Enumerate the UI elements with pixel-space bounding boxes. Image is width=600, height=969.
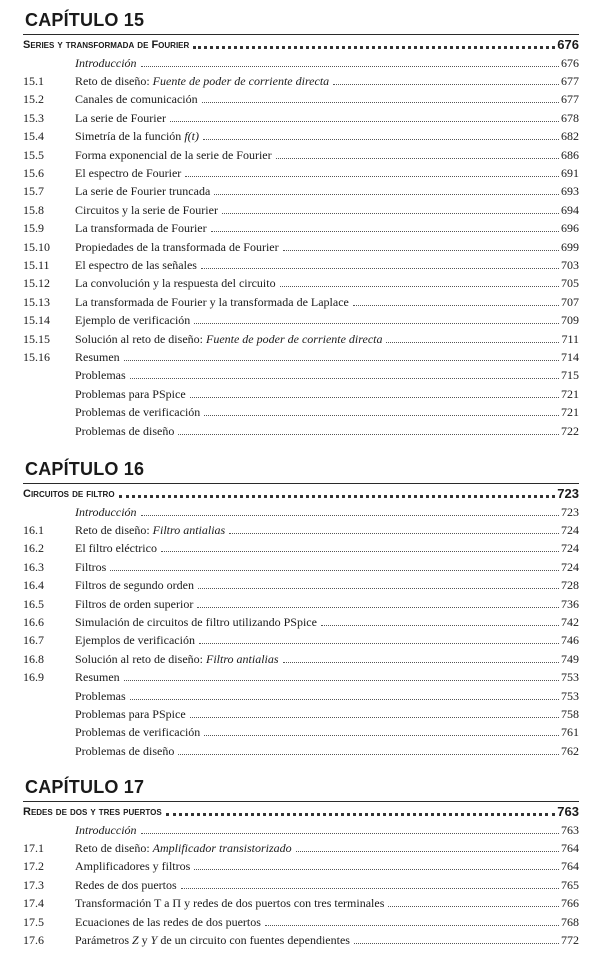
entry-number: 15.1 xyxy=(23,74,44,89)
entry-title-text: Simulación de circuitos de filtro utilizando PSpice xyxy=(75,615,317,630)
toc-entry xyxy=(23,876,579,894)
entry-number: 15.5 xyxy=(23,147,44,162)
entry-number: 16.4 xyxy=(23,578,44,593)
entry-page: 722 xyxy=(561,423,579,438)
dot-leader xyxy=(296,851,559,852)
entry-page: 772 xyxy=(561,933,579,948)
entry-title-text: Filtros xyxy=(75,559,107,574)
entry-title xyxy=(75,129,203,144)
entry-page: 746 xyxy=(561,633,579,648)
entry-number: 16.2 xyxy=(23,541,44,556)
toc-entry xyxy=(23,540,579,558)
entry-title xyxy=(75,203,222,218)
dot-leader xyxy=(181,888,559,889)
chapter-section-page: 723 xyxy=(557,486,579,501)
entry-number: 15.12 xyxy=(23,276,50,291)
entry-page: 736 xyxy=(561,596,579,611)
toc-entry xyxy=(23,613,579,631)
entry-number: 15.7 xyxy=(23,184,44,199)
toc-entry xyxy=(23,705,579,723)
entry-page: 749 xyxy=(561,651,579,666)
entry-title xyxy=(75,221,211,236)
entry-title-text: y xyxy=(138,933,151,948)
entry-title xyxy=(75,689,130,704)
entry-page: 714 xyxy=(561,349,579,364)
entry-title-text: Solución al reto de diseño: xyxy=(75,331,206,346)
entry-title xyxy=(75,332,386,347)
entry-page: 721 xyxy=(561,386,579,401)
entry-title xyxy=(75,707,190,722)
entry-title xyxy=(75,505,141,520)
entry-title-text: La serie de Fourier xyxy=(75,110,166,125)
toc-entry xyxy=(23,913,579,931)
chapter-heading: CAPÍTULO 15 xyxy=(25,10,145,30)
entry-page: 696 xyxy=(561,221,579,236)
entry-number: 15.9 xyxy=(23,221,44,236)
entry-page: 707 xyxy=(561,294,579,309)
dot-leader xyxy=(119,495,556,498)
dot-leader xyxy=(141,833,559,834)
dot-leader xyxy=(166,813,556,816)
chapter-section-title: Circuitos de filtro xyxy=(23,487,115,500)
entry-page: 742 xyxy=(561,615,579,630)
dot-leader xyxy=(283,662,559,663)
dot-leader xyxy=(201,268,559,269)
dot-leader xyxy=(194,869,559,870)
entry-page: 763 xyxy=(561,822,579,837)
toc-entry xyxy=(23,91,579,109)
entry-title-text: Circuitos y la serie de Fourier xyxy=(75,202,218,217)
chapter-section-title: Redes de dos y tres puertos xyxy=(23,805,162,818)
toc-entry xyxy=(23,164,579,182)
entry-number: 17.5 xyxy=(23,914,44,929)
entry-page: 693 xyxy=(561,184,579,199)
entry-title-text: Problemas de diseño xyxy=(75,743,175,758)
toc-entry xyxy=(23,931,579,949)
entry-number: 15.6 xyxy=(23,166,44,181)
entry-title-text: Forma exponencial de la serie de Fourier xyxy=(75,147,272,162)
entry-page: 676 xyxy=(561,55,579,70)
entry-page: 753 xyxy=(561,670,579,685)
entry-title xyxy=(75,725,204,740)
chapter-heading: CAPÍTULO 16 xyxy=(25,459,145,479)
entry-title xyxy=(75,350,124,365)
entry-page: 724 xyxy=(561,523,579,538)
entry-page: 764 xyxy=(561,841,579,856)
toc-entry xyxy=(23,839,579,857)
toc-entry-list xyxy=(23,503,579,760)
toc-entry xyxy=(23,503,579,521)
entry-title-text: La transformada de Fourier y la transformada de Laplace xyxy=(75,294,349,309)
entry-number: 15.4 xyxy=(23,129,44,144)
entry-title xyxy=(75,597,197,612)
entry-title-text: Ecuaciones de las redes de dos puertos xyxy=(75,914,261,929)
entry-page: 715 xyxy=(561,368,579,383)
entry-title-text: Reto de diseño: xyxy=(75,74,153,89)
entry-title xyxy=(75,424,178,439)
entry-title xyxy=(75,823,141,838)
entry-title xyxy=(75,560,110,575)
toc-entry xyxy=(23,72,579,90)
toc-entry xyxy=(23,521,579,539)
chapter-section-header xyxy=(23,801,579,821)
entry-number: 15.2 xyxy=(23,92,44,107)
toc-entry xyxy=(23,422,579,440)
entry-title-text: Filtros de orden superior xyxy=(75,596,194,611)
dot-leader xyxy=(333,84,559,85)
dot-leader xyxy=(194,323,559,324)
entry-title-text: Transformación T a Π y redes de dos puertos con tres terminales xyxy=(75,896,385,911)
dot-leader xyxy=(202,102,559,103)
entry-title-text: Introducción xyxy=(75,504,137,519)
entry-title-text: Parámetros xyxy=(75,933,132,948)
entry-title xyxy=(75,859,194,874)
entry-title-text: de un circuito con fuentes dependientes xyxy=(157,933,350,948)
entry-title-text: Solución al reto de diseño: xyxy=(75,651,206,666)
toc-entry xyxy=(23,895,579,913)
entry-number: 17.1 xyxy=(23,841,44,856)
toc-entry xyxy=(23,577,579,595)
entry-number: 15.8 xyxy=(23,202,44,217)
toc-entry xyxy=(23,367,579,385)
entry-title-text: Reto de diseño: xyxy=(75,841,153,856)
chapter-15 xyxy=(23,8,579,440)
entry-title xyxy=(75,313,194,328)
dot-leader xyxy=(170,121,559,122)
entry-title-text: Simetría de la función xyxy=(75,129,185,144)
entry-title-text: Problemas de verificación xyxy=(75,725,201,740)
entry-number: 16.8 xyxy=(23,651,44,666)
entry-title xyxy=(75,368,130,383)
entry-title xyxy=(75,670,124,685)
entry-title xyxy=(75,841,296,856)
entry-number: 17.2 xyxy=(23,859,44,874)
chapter-heading: CAPÍTULO 17 xyxy=(25,777,145,797)
entry-title xyxy=(75,523,229,538)
entry-number: 15.3 xyxy=(23,110,44,125)
entry-title xyxy=(75,295,353,310)
toc-entry xyxy=(23,256,579,274)
entry-title-text: La serie de Fourier truncada xyxy=(75,184,211,199)
dot-leader xyxy=(265,925,559,926)
dot-leader xyxy=(283,250,559,251)
toc-entry-list xyxy=(23,54,579,440)
entry-number: 15.16 xyxy=(23,349,50,364)
dot-leader xyxy=(203,139,559,140)
entry-title-text: Problemas para PSpice xyxy=(75,386,186,401)
entry-title xyxy=(75,652,283,667)
entry-title-text: Problemas de verificación xyxy=(75,405,201,420)
dot-leader xyxy=(141,515,559,516)
dot-leader xyxy=(197,607,559,608)
dot-leader xyxy=(276,158,559,159)
entry-title-text: Problemas xyxy=(75,368,126,383)
entry-title-emphasis: Amplificador transistorizado xyxy=(152,841,292,856)
entry-title-emphasis: Filtro antialias xyxy=(205,651,279,666)
toc-entry xyxy=(23,109,579,127)
entry-title xyxy=(75,258,201,273)
entry-number: 17.3 xyxy=(23,877,44,892)
dot-leader xyxy=(130,378,559,379)
dot-leader xyxy=(386,342,559,343)
toc-entry xyxy=(23,742,579,760)
dot-leader xyxy=(178,434,559,435)
entry-title xyxy=(75,633,199,648)
entry-number: 15.10 xyxy=(23,239,50,254)
chapter-17 xyxy=(23,775,579,950)
entry-page: 758 xyxy=(561,706,579,721)
entry-page: 728 xyxy=(561,578,579,593)
entry-title-emphasis: Fuente de poder de corriente directa xyxy=(205,331,383,346)
entry-title xyxy=(75,240,283,255)
dot-leader xyxy=(353,305,559,306)
entry-title xyxy=(75,56,141,71)
entry-title-text: Introducción xyxy=(75,822,137,837)
entry-title-emphasis: Filtro antialias xyxy=(152,523,226,538)
entry-title xyxy=(75,166,185,181)
entry-title xyxy=(75,578,198,593)
entry-title-text: El espectro de las señales xyxy=(75,257,197,272)
dot-leader xyxy=(280,286,559,287)
entry-title-emphasis: f(t) xyxy=(184,129,199,144)
entry-number: 16.1 xyxy=(23,523,44,538)
entry-page: 677 xyxy=(561,92,579,107)
dot-leader xyxy=(388,906,559,907)
entry-page: 686 xyxy=(561,147,579,162)
dot-leader xyxy=(229,533,559,534)
toc-entry xyxy=(23,687,579,705)
entry-page: 709 xyxy=(561,313,579,328)
entry-number: 16.3 xyxy=(23,559,44,574)
entry-title-text: El filtro eléctrico xyxy=(75,541,157,556)
entry-title-text: Canales de comunicación xyxy=(75,92,198,107)
dot-leader xyxy=(204,735,559,736)
chapter-section-title: Series y transformada de Fourier xyxy=(23,38,190,51)
entry-page: 762 xyxy=(561,743,579,758)
dot-leader xyxy=(185,176,559,177)
toc-entry-list xyxy=(23,821,579,950)
entry-page: 703 xyxy=(561,257,579,272)
entry-number: 15.13 xyxy=(23,294,50,309)
entry-title-emphasis: Fuente de poder de corriente directa xyxy=(152,74,330,89)
entry-title-text: Reto de diseño: xyxy=(75,523,153,538)
toc-entry xyxy=(23,54,579,72)
entry-title-text: Filtros de segundo orden xyxy=(75,578,194,593)
entry-page: 678 xyxy=(561,110,579,125)
entry-title-text: La convolución y la respuesta del circuito xyxy=(75,276,276,291)
dot-leader xyxy=(199,643,559,644)
dot-leader xyxy=(190,717,559,718)
entry-page: 724 xyxy=(561,541,579,556)
entry-number: 17.6 xyxy=(23,933,44,948)
entry-title xyxy=(75,541,161,556)
entry-page: 723 xyxy=(561,504,579,519)
entry-number: 16.7 xyxy=(23,633,44,648)
entry-page: 699 xyxy=(561,239,579,254)
toc-entry xyxy=(23,311,579,329)
entry-page: 711 xyxy=(561,331,579,346)
dot-leader xyxy=(193,46,555,49)
toc-entry xyxy=(23,201,579,219)
entry-title-text: Propiedades de la transformada de Fourier xyxy=(75,239,279,254)
toc-entry xyxy=(23,724,579,742)
entry-title-text: Introducción xyxy=(75,55,137,70)
dot-leader xyxy=(178,754,559,755)
entry-title-text: Problemas de diseño xyxy=(75,423,175,438)
entry-title-text: Amplificadores y filtros xyxy=(75,859,191,874)
entry-title-text: Resumen xyxy=(75,670,120,685)
entry-title-emphasis: Z xyxy=(131,933,139,948)
dot-leader xyxy=(204,415,559,416)
entry-page: 694 xyxy=(561,202,579,217)
dot-leader xyxy=(214,194,559,195)
dot-leader xyxy=(141,66,559,67)
entry-page: 721 xyxy=(561,405,579,420)
dot-leader xyxy=(211,231,559,232)
dot-leader xyxy=(198,588,559,589)
chapter-section-header xyxy=(23,483,579,503)
toc-entry xyxy=(23,650,579,668)
entry-title-text: La transformada de Fourier xyxy=(75,221,207,236)
toc-entry xyxy=(23,348,579,366)
chapter-section-header xyxy=(23,34,579,54)
dot-leader xyxy=(124,680,559,681)
entry-title xyxy=(75,744,178,759)
entry-title-text: Ejemplo de verificación xyxy=(75,313,191,328)
toc-entry xyxy=(23,293,579,311)
entry-number: 15.15 xyxy=(23,331,50,346)
entry-title xyxy=(75,896,388,911)
dot-leader xyxy=(110,570,559,571)
entry-title xyxy=(75,111,170,126)
toc-entry xyxy=(23,558,579,576)
entry-title xyxy=(75,915,265,930)
entry-title xyxy=(75,615,321,630)
entry-page: 691 xyxy=(561,166,579,181)
entry-title xyxy=(75,74,333,89)
entry-title-emphasis: Y xyxy=(150,933,158,948)
toc-entry xyxy=(23,632,579,650)
entry-page: 724 xyxy=(561,559,579,574)
dot-leader xyxy=(124,360,559,361)
entry-page: 705 xyxy=(561,276,579,291)
dot-leader xyxy=(190,397,559,398)
toc-entry xyxy=(23,403,579,421)
chapter-section-page: 676 xyxy=(557,37,579,52)
entry-title xyxy=(75,387,190,402)
toc-entry xyxy=(23,238,579,256)
toc-entry xyxy=(23,128,579,146)
entry-page: 766 xyxy=(561,896,579,911)
toc-entry xyxy=(23,220,579,238)
entry-title-text: El espectro de Fourier xyxy=(75,166,182,181)
entry-page: 677 xyxy=(561,74,579,89)
entry-title xyxy=(75,933,354,948)
entry-page: 764 xyxy=(561,859,579,874)
entry-title-text: Redes de dos puertos xyxy=(75,877,177,892)
toc-entry xyxy=(23,385,579,403)
chapter-section-page: 763 xyxy=(557,804,579,819)
entry-title xyxy=(75,92,202,107)
entry-number: 16.5 xyxy=(23,596,44,611)
entry-page: 765 xyxy=(561,877,579,892)
entry-page: 768 xyxy=(561,914,579,929)
entry-page: 753 xyxy=(561,688,579,703)
toc-entry xyxy=(23,183,579,201)
dot-leader xyxy=(222,213,559,214)
entry-number: 15.14 xyxy=(23,313,50,328)
dot-leader xyxy=(161,551,559,552)
toc-entry xyxy=(23,669,579,687)
entry-title-text: Problemas xyxy=(75,688,126,703)
toc-entry xyxy=(23,330,579,348)
entry-title-text: Problemas para PSpice xyxy=(75,706,186,721)
entry-number: 15.11 xyxy=(23,257,50,272)
toc-entry xyxy=(23,595,579,613)
entry-number: 16.9 xyxy=(23,670,44,685)
dot-leader xyxy=(130,699,559,700)
entry-title xyxy=(75,405,204,420)
entry-number: 16.6 xyxy=(23,615,44,630)
entry-title-text: Ejemplos de verificación xyxy=(75,633,195,648)
entry-title xyxy=(75,276,280,291)
entry-page: 682 xyxy=(561,129,579,144)
toc-entry xyxy=(23,146,579,164)
chapter-16 xyxy=(23,457,579,760)
dot-leader xyxy=(321,625,559,626)
entry-title xyxy=(75,148,276,163)
entry-title xyxy=(75,184,214,199)
toc-entry xyxy=(23,858,579,876)
entry-page: 761 xyxy=(561,725,579,740)
entry-title xyxy=(75,878,181,893)
toc-entry xyxy=(23,821,579,839)
dot-leader xyxy=(354,943,559,944)
entry-title-text: Resumen xyxy=(75,349,120,364)
toc-entry xyxy=(23,275,579,293)
entry-number: 17.4 xyxy=(23,896,44,911)
